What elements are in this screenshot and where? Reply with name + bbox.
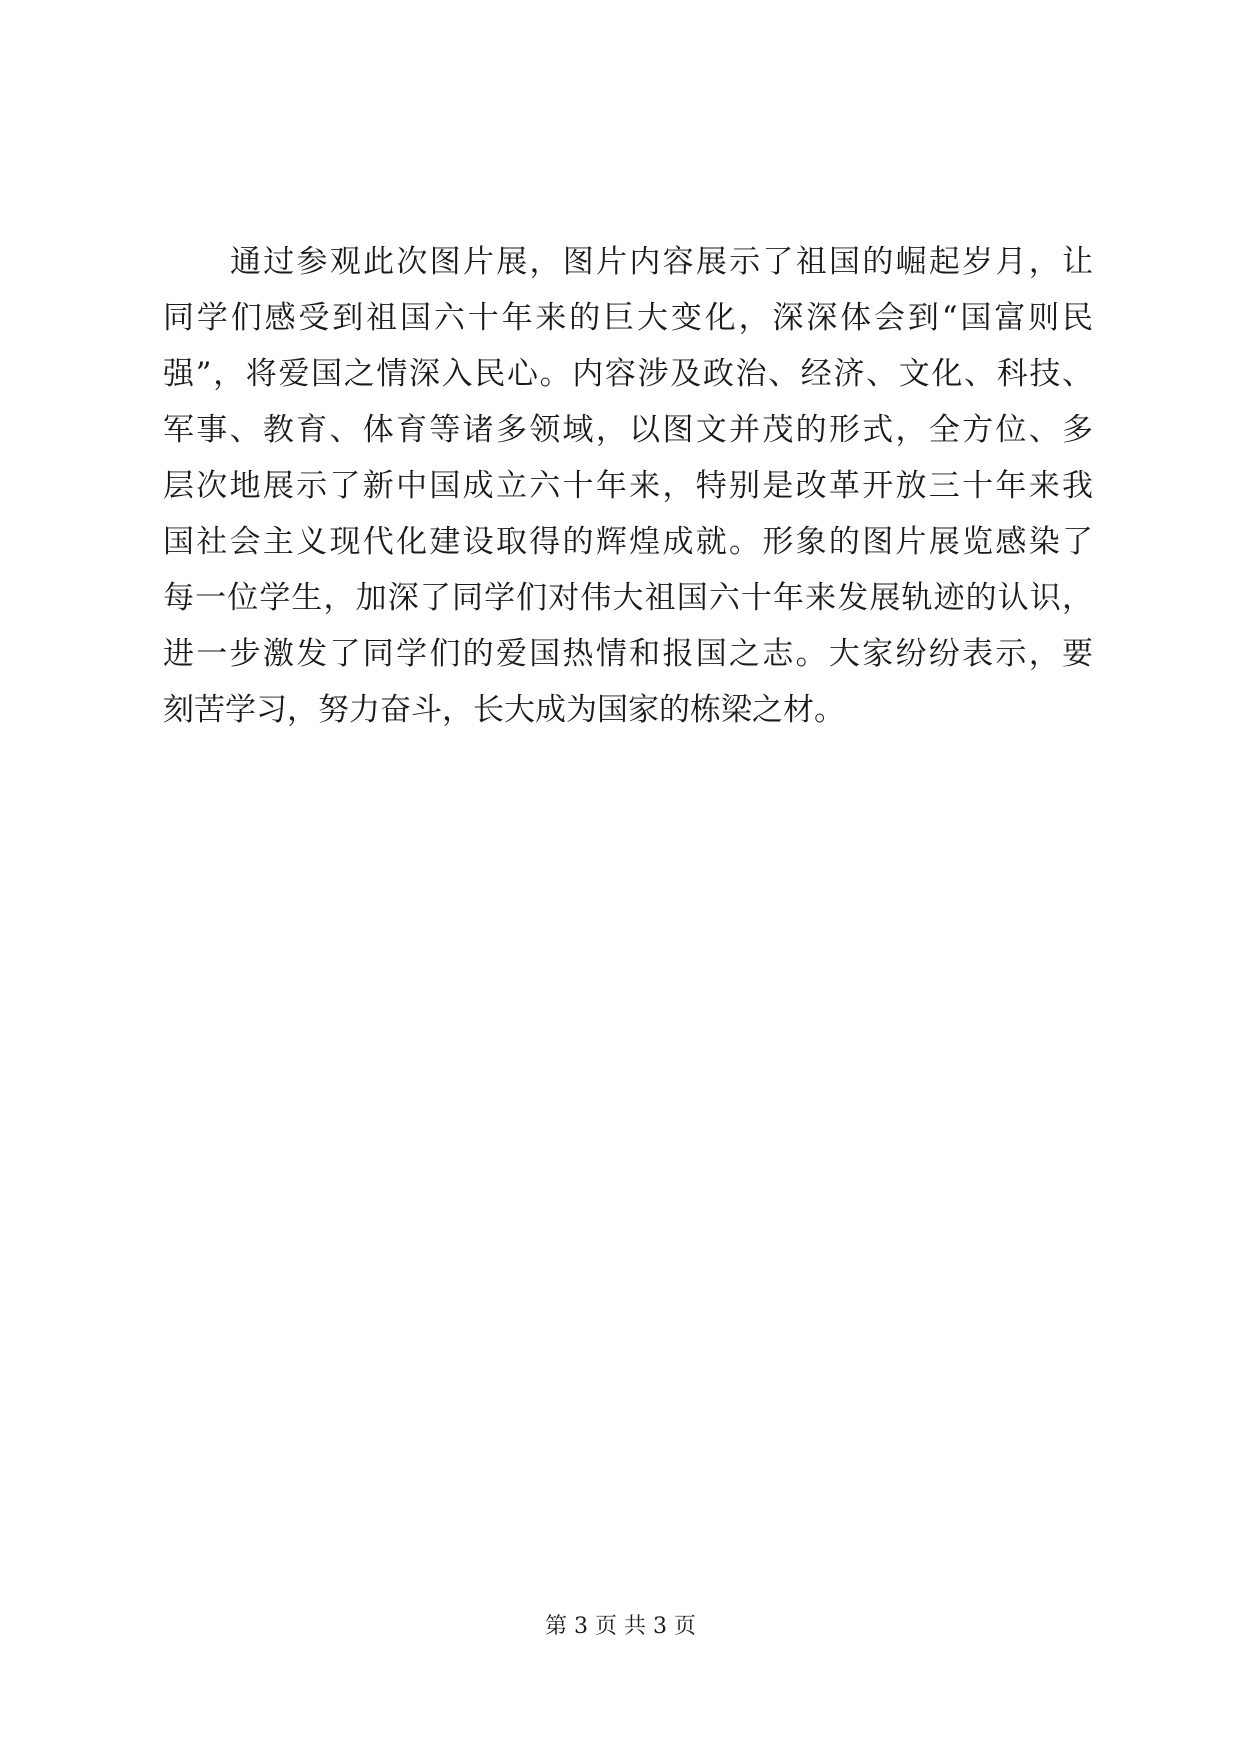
paragraph-line-1: 通过参观此次图片展，图片内容展示了祖国的崛起岁月，让 bbox=[230, 244, 1093, 280]
paragraph-line-5: 层次地展示了新中国成立六十年来，特别是改革开放三十年来我 bbox=[163, 468, 1093, 504]
body-paragraph bbox=[163, 234, 1093, 738]
page-footer: 第 3 页 共 3 页 bbox=[545, 1614, 696, 1639]
paragraph-line-4: 军事、教育、体育等诸多领域，以图文并茂的形式，全方位、多 bbox=[163, 412, 1093, 448]
paragraph-line-9: 刻苦学习，努力奋斗，长大成为国家的栋梁之材。 bbox=[163, 692, 845, 728]
paragraph-line-3: 强”，将爱国之情深入民心。内容涉及政治、经济、文化、科技、 bbox=[163, 356, 1093, 392]
paragraph-line-2: 同学们感受到祖国六十年来的巨大变化，深深体会到“国富则民 bbox=[163, 300, 1093, 336]
paragraph-line-6: 国社会主义现代化建设取得的辉煌成就。形象的图片展览感染了 bbox=[163, 524, 1093, 560]
paragraph-line-8: 进一步激发了同学们的爱国热情和报国之志。大家纷纷表示，要 bbox=[163, 636, 1093, 672]
paragraph-line-7: 每一位学生，加深了同学们对伟大祖国六十年来发展轨迹的认识， bbox=[163, 580, 1093, 616]
